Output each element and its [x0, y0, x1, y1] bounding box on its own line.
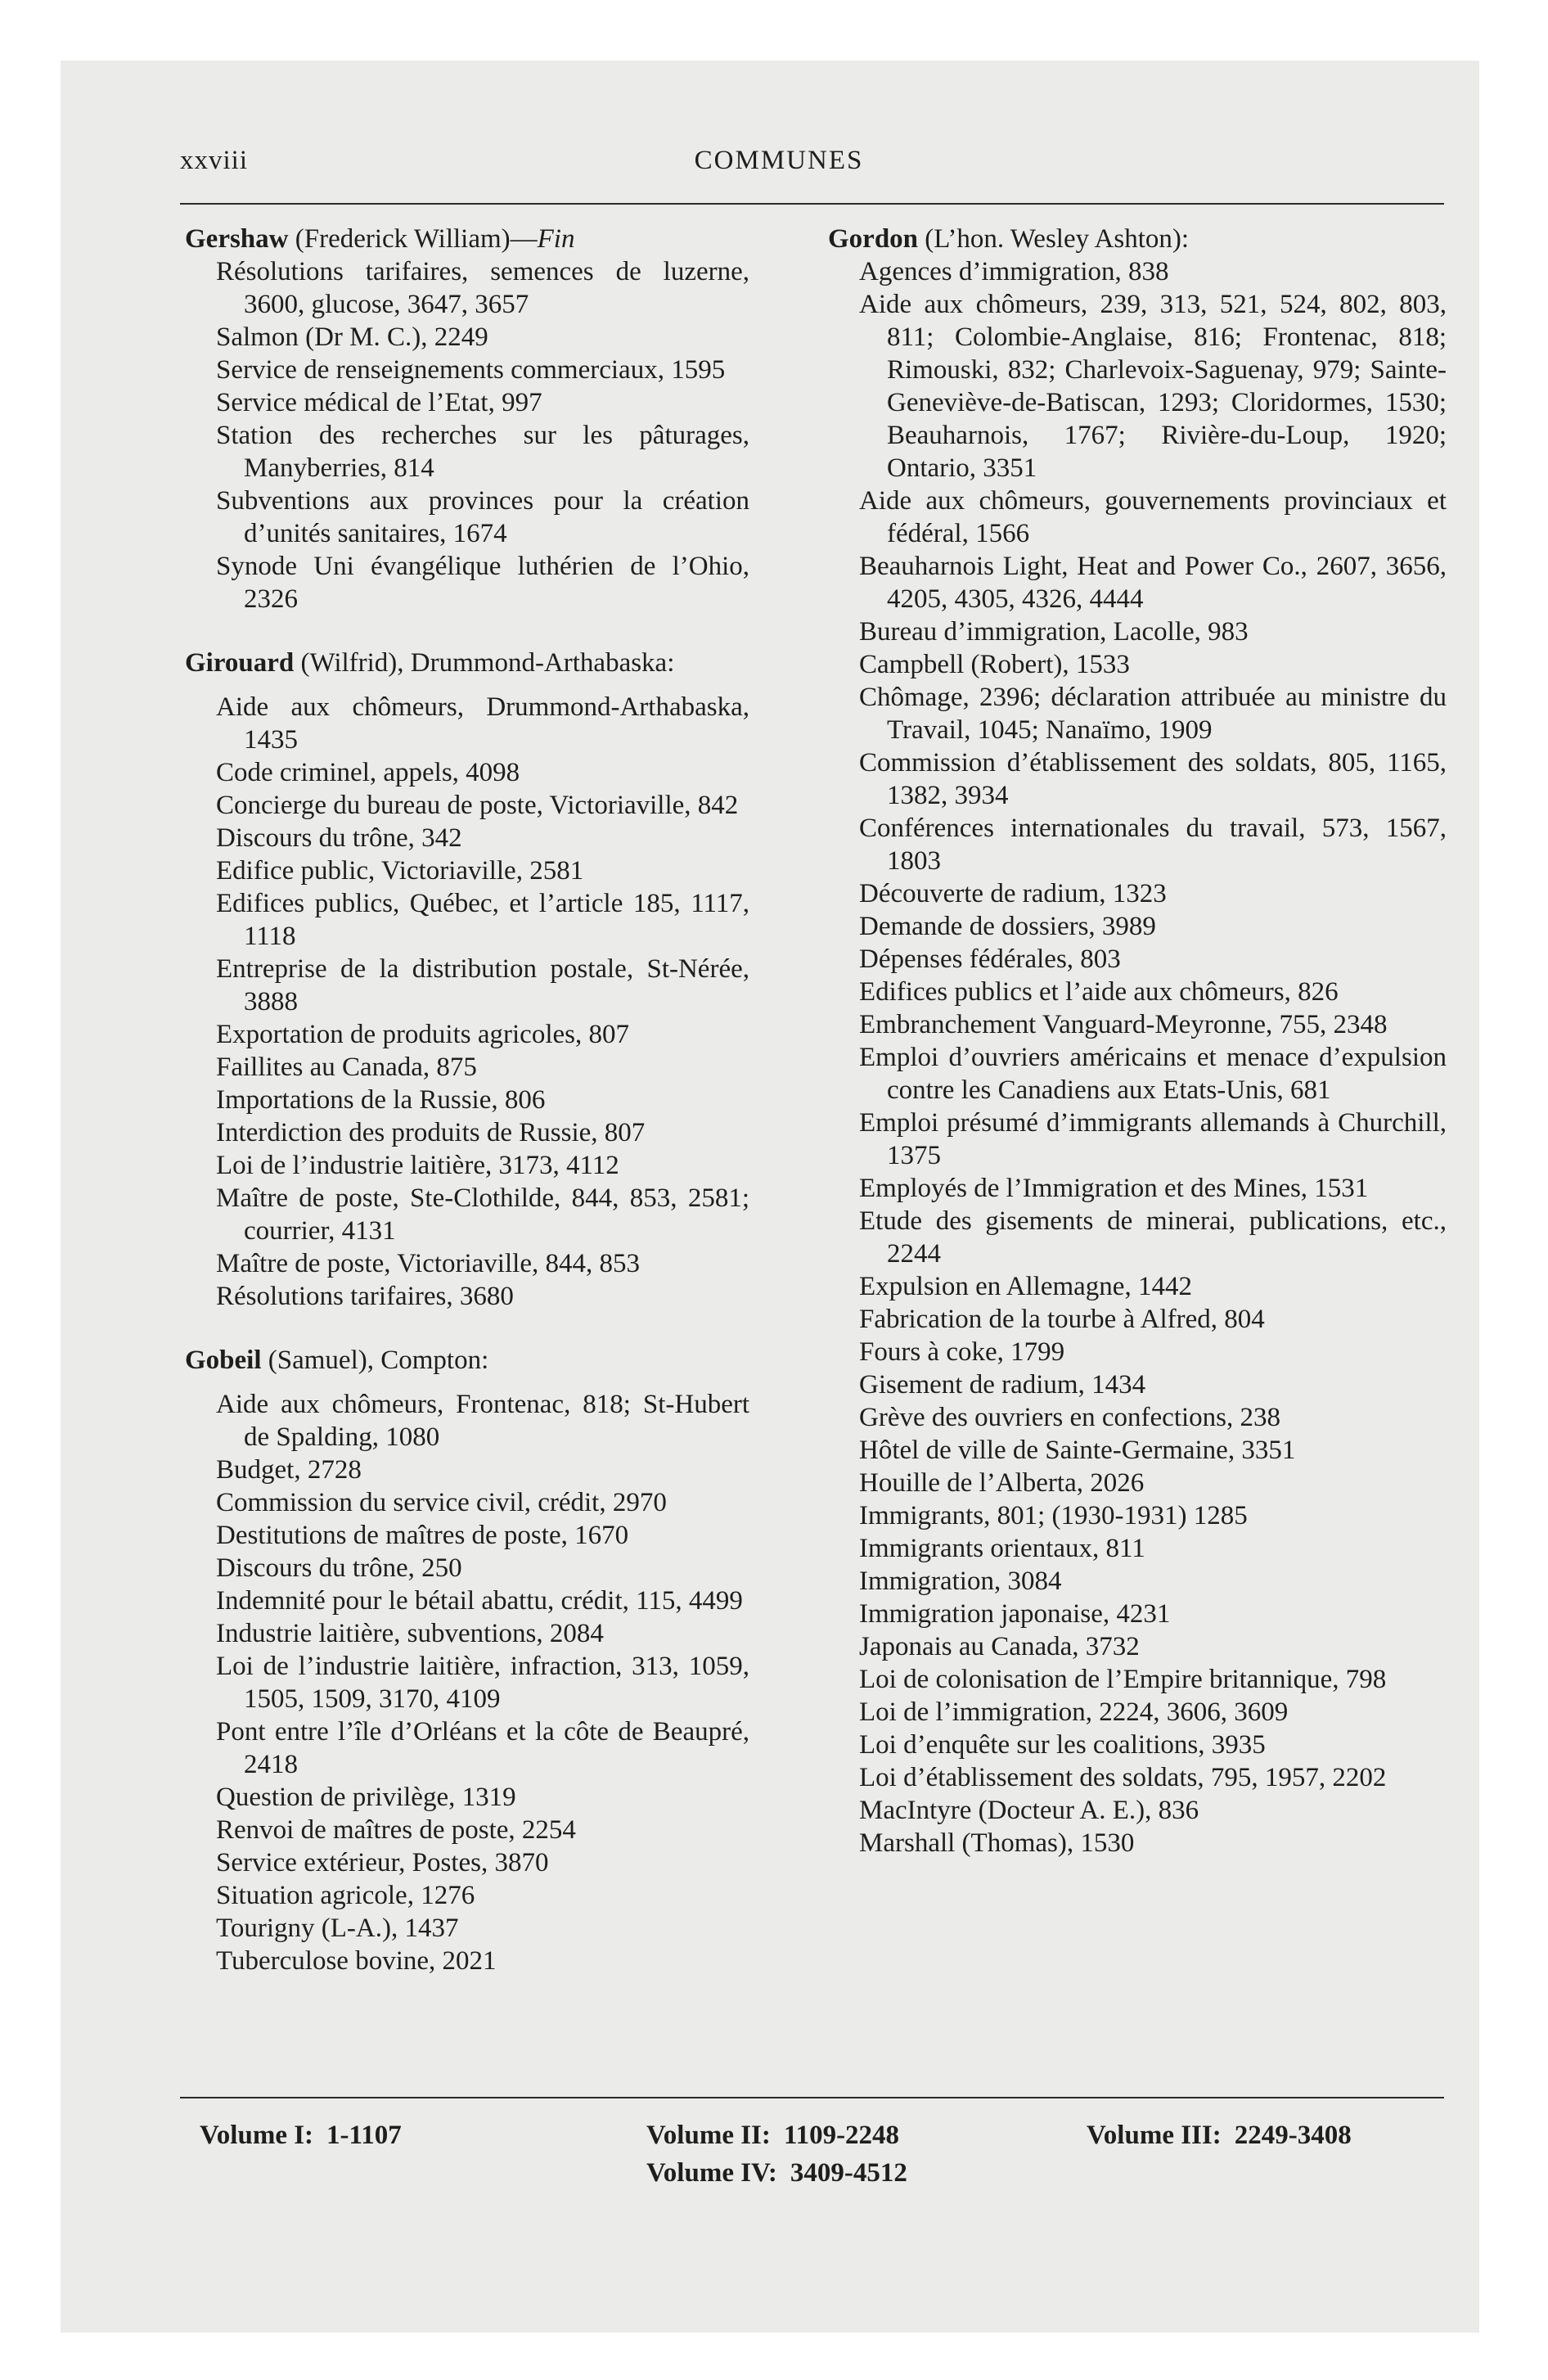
- index-entry: [185, 1344, 749, 1977]
- subject-item: Loi de l’industrie laitière, infraction, 313, 1059, 1505, 1509, 3170, 4109: [216, 1652, 749, 1714]
- subject-item: Découverte de radium, 1323: [859, 879, 1167, 908]
- index-entry: [828, 223, 1447, 1859]
- volume-pages: 2249-3408: [1234, 2121, 1352, 2150]
- volume-range: [646, 2116, 899, 2154]
- subject-item: Code criminel, appels, 4098: [216, 758, 520, 787]
- subject-item: Conférences internationales du travail, 573, 1567, 1803: [859, 814, 1447, 876]
- subject-item: Discours du trône, 250: [216, 1553, 462, 1583]
- entry-heading: [185, 647, 749, 679]
- subject-item: Japonais au Canada, 3732: [859, 1632, 1140, 1661]
- subject-item: Emploi présumé d’immigrants allemands à Churchill, 1375: [859, 1108, 1447, 1170]
- entry-heading: [185, 223, 749, 255]
- volume-pages: 1109-2248: [783, 2121, 900, 2150]
- subject-item: Beauharnois Light, Heat and Power Co., 2607, 3656, 4205, 4305, 4326, 4444: [859, 552, 1447, 614]
- subject-item: Emploi d’ouvriers américains et menace d’expulsion contre les Canadiens aux Etats-Unis, 681: [859, 1043, 1447, 1105]
- subject-item: Aide aux chômeurs, 239, 313, 521, 524, 802, 803, 811; Colombie-Anglaise, 816; Frontenac, 818; Rimouski, 832; Charlevoix-Saguenay, 979; Sainte-Geneviève-de-Batiscan, 1293; Cloridormes, 1530; Beauharnois, 1767; Rivière-du-Loup, 1920; Ontario, 3351: [859, 290, 1447, 483]
- subject-item: Gisement de radium, 1434: [859, 1370, 1146, 1400]
- subject-item: Grève des ouvriers en confections, 238: [859, 1403, 1280, 1432]
- member-name: Gordon: [828, 224, 919, 254]
- subject-item: Loi de colonisation de l’Empire britannique, 798: [859, 1665, 1387, 1694]
- subject-item: Maître de poste, Victoriaville, 844, 853: [216, 1249, 640, 1278]
- subject-item: Destitutions de maîtres de poste, 1670: [216, 1521, 629, 1550]
- subject-item: Chômage, 2396; déclaration attribuée au ministre du Travail, 1045; Nanaïmo, 1909: [859, 683, 1447, 745]
- subject-item: Edifices publics, Québec, et l’article 185, 1117, 1118: [216, 889, 749, 951]
- member-riding: (Samuel), Compton:: [261, 1346, 489, 1375]
- subject-item: Loi de l’immigration, 2224, 3606, 3609: [859, 1697, 1289, 1727]
- subject-item: Bureau d’immigration, Lacolle, 983: [859, 617, 1249, 647]
- subject-item: Demande de dossiers, 3989: [859, 912, 1156, 941]
- subject-item: Concierge du bureau de poste, Victoriaville, 842: [216, 791, 739, 820]
- subject-item: Commission du service civil, crédit, 2970: [216, 1488, 667, 1517]
- member-riding: (L’hon. Wesley Ashton):: [918, 224, 1190, 254]
- subject-item: Tuberculose bovine, 2021: [216, 1946, 497, 1976]
- right-column: [828, 223, 1447, 1891]
- subject-item: Station des recherches sur les pâturages, Manyberries, 814: [216, 421, 749, 483]
- subject-item: Situation agricole, 1276: [216, 1881, 475, 1910]
- member-name: Gershaw: [185, 224, 289, 254]
- subject-item: Résolutions tarifaires, 3680: [216, 1282, 514, 1311]
- page-header: [119, 146, 1438, 187]
- subject-item: Dépenses fédérales, 803: [859, 944, 1121, 974]
- subject-item: Entreprise de la distribution postale, St-Nérée, 3888: [216, 954, 749, 1016]
- subject-item: Salmon (Dr M. C.), 2249: [216, 322, 488, 352]
- volume-range: [646, 2154, 907, 2192]
- subject-item: Discours du trône, 342: [216, 823, 462, 853]
- subject-item: Loi d’enquête sur les coalitions, 3935: [859, 1730, 1266, 1760]
- volume-label: Volume I:: [200, 2121, 314, 2150]
- subject-item: Synode Uni évangélique luthérien de l’Ohio, 2326: [216, 552, 749, 614]
- footer-rule: [180, 2097, 1444, 2098]
- subject-item: Maître de poste, Ste-Clothilde, 844, 853, 2581; courrier, 4131: [216, 1183, 749, 1246]
- subject-item: Immigration, 3084: [859, 1566, 1062, 1596]
- subject-item: Résolutions tarifaires, semences de luzerne, 3600, glucose, 3647, 3657: [216, 257, 749, 319]
- volume-label: Volume IV:: [646, 2158, 777, 2188]
- subject-item: Hôtel de ville de Sainte-Germaine, 3351: [859, 1436, 1296, 1465]
- subject-item: Immigrants orientaux, 811: [859, 1534, 1145, 1563]
- volume-label: Volume III:: [1087, 2121, 1222, 2150]
- subject-item: Importations de la Russie, 806: [216, 1085, 546, 1115]
- subject-item: Indemnité pour le bétail abattu, crédit, 115, 4499: [216, 1586, 743, 1616]
- entry-heading: [828, 223, 1447, 255]
- subject-item: Commission d’établissement des soldats, 805, 1165, 1382, 3934: [859, 748, 1447, 810]
- subject-item: Pont entre l’île d’Orléans et la côte de Beaupré, 2418: [216, 1717, 749, 1779]
- subject-item: Etude des gisements de minerai, publications, etc., 2244: [859, 1206, 1447, 1269]
- subject-item: MacIntyre (Docteur A. E.), 836: [859, 1796, 1199, 1825]
- subject-item: Faillites au Canada, 875: [216, 1053, 477, 1082]
- subject-item: Aide aux chômeurs, Frontenac, 818; St-Hubert de Spalding, 1080: [216, 1390, 749, 1452]
- continuation-mark: Fin: [537, 224, 575, 254]
- subject-item: Service médical de l’Etat, 997: [216, 388, 542, 417]
- subject-item: Immigration japonaise, 4231: [859, 1599, 1171, 1629]
- subject-item: Fabrication de la tourbe à Alfred, 804: [859, 1305, 1265, 1334]
- subject-item: Edifice public, Victoriaville, 2581: [216, 856, 584, 886]
- entry-heading: [185, 1344, 749, 1377]
- member-name: Gobeil: [185, 1346, 262, 1375]
- subject-item: Campbell (Robert), 1533: [859, 650, 1130, 679]
- subject-item: Fours à coke, 1799: [859, 1337, 1065, 1367]
- subject-item: Question de privilège, 1319: [216, 1783, 516, 1812]
- subject-list: [185, 691, 749, 1313]
- left-column: [185, 223, 749, 2008]
- subject-item: Interdiction des produits de Russie, 807: [216, 1118, 646, 1147]
- subject-item: Renvoi de maîtres de poste, 2254: [216, 1815, 576, 1845]
- subject-item: Agences d’immigration, 838: [859, 257, 1169, 286]
- member-name: Girouard: [185, 648, 295, 678]
- subject-item: Expulsion en Allemagne, 1442: [859, 1272, 1192, 1301]
- subject-item: Immigrants, 801; (1930-1931) 1285: [859, 1501, 1248, 1530]
- subject-list: [828, 255, 1447, 1859]
- page-number: xxviii: [180, 146, 249, 175]
- subject-item: Loi d’établissement des soldats, 795, 1957, 2202: [859, 1763, 1387, 1792]
- subject-list: [185, 1388, 749, 1977]
- subject-item: Aide aux chômeurs, Drummond-Arthabaska, 1435: [216, 692, 749, 755]
- volume-range: [200, 2116, 402, 2154]
- subject-item: Houille de l’Alberta, 2026: [859, 1468, 1145, 1498]
- subject-item: Budget, 2728: [216, 1455, 362, 1485]
- subject-item: Industrie laitière, subventions, 2084: [216, 1619, 604, 1648]
- volume-pages: 3409-4512: [790, 2158, 907, 2188]
- subject-item: Tourigny (L-A.), 1437: [216, 1913, 459, 1943]
- subject-item: Service de renseignements commerciaux, 1595: [216, 355, 726, 385]
- volume-pages: 1-1107: [326, 2121, 402, 2150]
- index-entry: [185, 223, 749, 615]
- subject-item: Subventions aux provinces pour la création d’unités sanitaires, 1674: [216, 486, 749, 548]
- member-riding: (Frederick William)—: [288, 224, 538, 254]
- subject-item: Edifices publics et l’aide aux chômeurs, 826: [859, 977, 1339, 1007]
- subject-item: Service extérieur, Postes, 3870: [216, 1848, 549, 1877]
- subject-item: Employés de l’Immigration et des Mines, 1531: [859, 1174, 1369, 1203]
- subject-item: Embranchement Vanguard-Meyronne, 755, 2348: [859, 1010, 1388, 1039]
- volume-range: [1087, 2116, 1352, 2154]
- member-riding: (Wilfrid), Drummond-Arthabaska:: [294, 648, 675, 678]
- subject-list: [185, 255, 749, 615]
- subject-item: Marshall (Thomas), 1530: [859, 1828, 1135, 1858]
- subject-item: Exportation de produits agricoles, 807: [216, 1020, 629, 1049]
- header-rule: [180, 203, 1444, 205]
- subject-item: Aide aux chômeurs, gouvernements provinciaux et fédéral, 1566: [859, 486, 1447, 548]
- subject-item: Loi de l’industrie laitière, 3173, 4112: [216, 1151, 619, 1180]
- running-title: COMMUNES: [694, 146, 864, 175]
- index-entry: [185, 647, 749, 1313]
- volume-label: Volume II:: [646, 2121, 771, 2150]
